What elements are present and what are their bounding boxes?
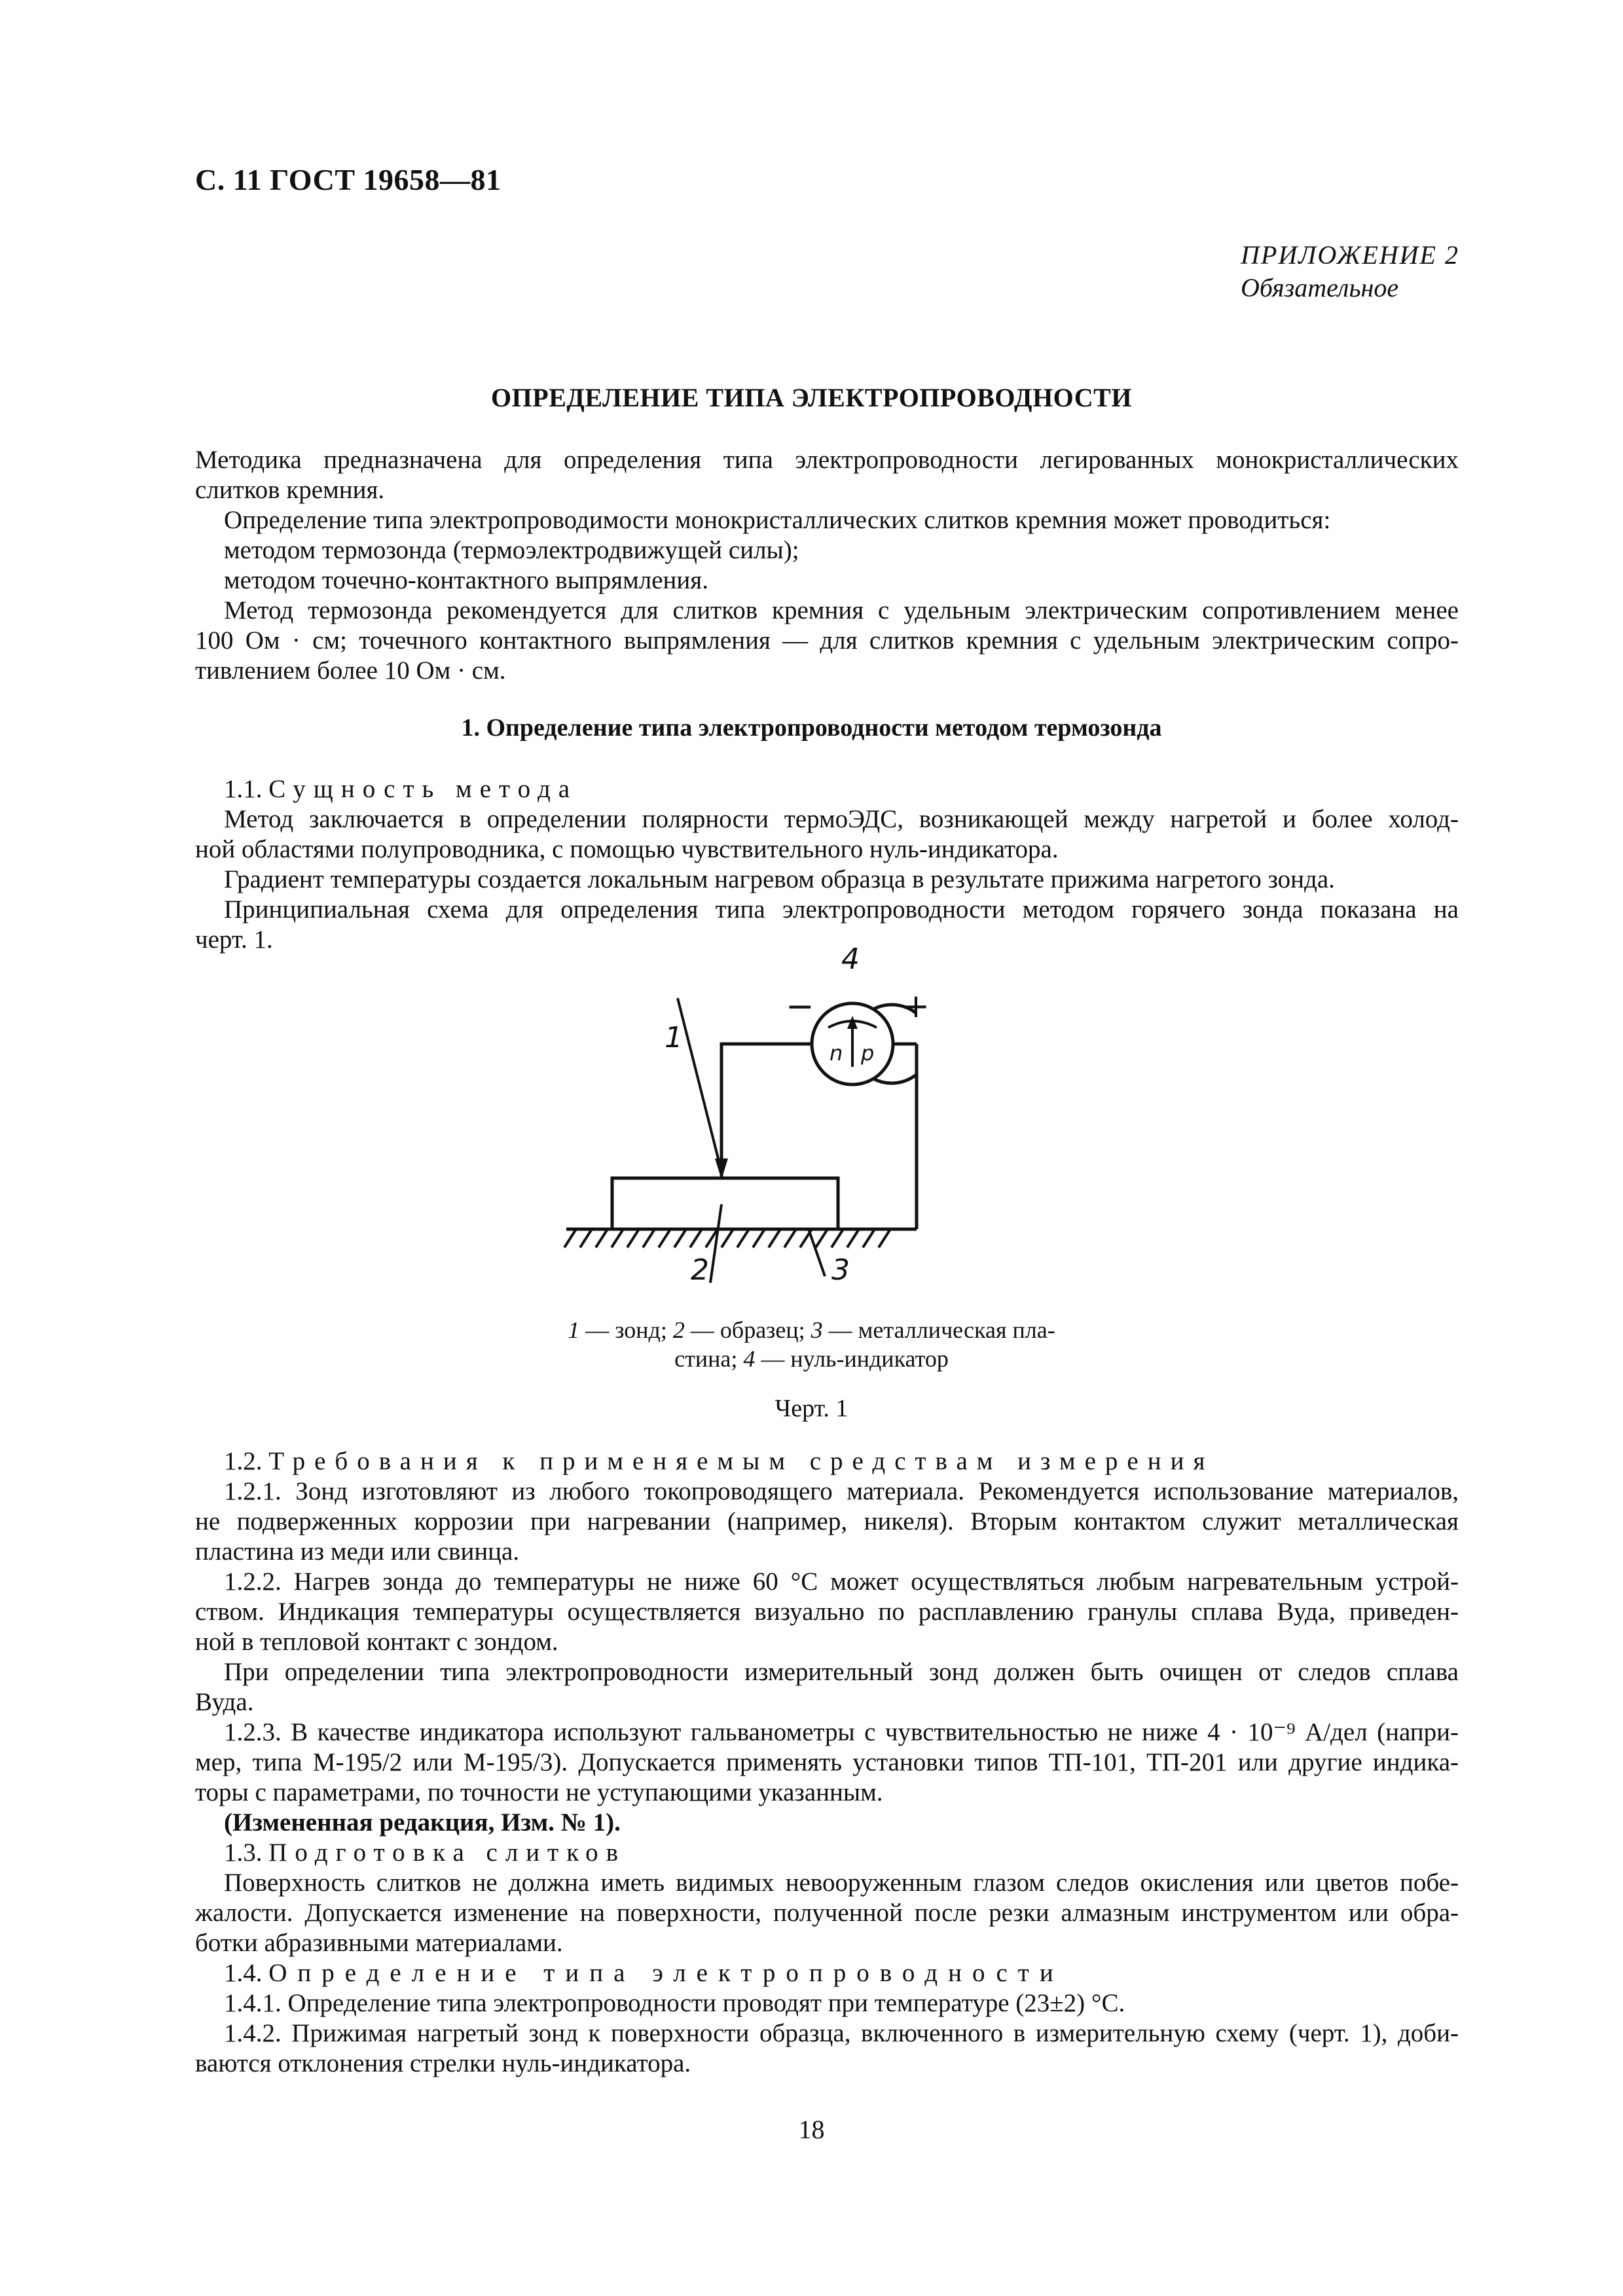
body-line: пластина из меди или свинца.: [195, 1537, 520, 1566]
body-line: торы с параметрами, по точности не уступающими указанным.: [195, 1778, 883, 1806]
body-line: жалости. Допускается изменение на поверхности, полученной после резки алмазным инструментом или обра-: [195, 1899, 1459, 1927]
caption-num: 3: [811, 1317, 823, 1343]
section-1-title: 1. Определение типа электропроводности методом термозонда: [461, 714, 1162, 742]
body-line: ботки абразивными материалами.: [195, 1929, 563, 1957]
subsection-title: Подготовка слитков: [268, 1839, 627, 1867]
intro-block: [195, 445, 1459, 686]
label-probe: 1: [665, 1021, 683, 1054]
diagram-details: [550, 936, 943, 1302]
subsection-number: 1.4.: [224, 1959, 263, 1987]
body-line: 1.2.3. В качестве индикатора используют гальванометры с чувствительностью не ниже 4 · 10⁻⁹ А/дел (напри-: [224, 1718, 1459, 1746]
body-line: черт. 1.: [195, 925, 273, 954]
subsection-number: 1.2.: [224, 1447, 263, 1475]
caption-num: 2: [672, 1317, 685, 1343]
subsection-title: Требования к применяемым средствам измерения: [268, 1447, 1214, 1475]
section-1-2: [195, 1446, 1459, 2079]
label-indicator: 4: [841, 942, 860, 976]
label-sample: 2: [691, 1253, 709, 1287]
page-number: 18: [798, 2115, 825, 2144]
body-line: ной в тепловой контакт с зондом.: [195, 1628, 558, 1656]
body-line: Вуда.: [195, 1688, 254, 1716]
intro-line: Методика предназначена для определения типа электропроводности легированных монокристаллических: [195, 446, 1459, 474]
page-header: С. 11 ГОСТ 19658—81: [195, 163, 501, 196]
body-line: Принципиальная схема для определения типа электропроводности методом горячего зонда показана на: [224, 895, 1459, 924]
subsection-number: 1.1.: [224, 775, 263, 803]
intro-line: Метод термозонда рекомендуется для слитков кремния с удельным электрическим сопротивлением менее: [224, 596, 1459, 624]
body-line: ваются отклонения стрелки нуль-индикатора.: [195, 2049, 691, 2077]
label-plate: 3: [831, 1253, 850, 1287]
subsection-number: 1.3.: [224, 1839, 263, 1867]
body-line: ством. Индикация температуры осуществляется визуально по расплавлению гранулы сплава Вуда, приведен-: [195, 1598, 1459, 1626]
body-line: мер, типа М-195/2 или М-195/3). Допускается применять установки типов ТП-101, ТП-201 или другие индика-: [195, 1748, 1459, 1776]
body-line: Градиент температуры создается локальным нагревом образца в результате прижима нагретого зонда.: [224, 865, 1335, 893]
intro-line: методом точечно-контактного выпрямления.: [224, 566, 708, 594]
body-line: 1.2.1. Зонд изготовляют из любого токопроводящего материала. Рекомендуется использование материалов,: [224, 1477, 1459, 1505]
document-title: ОПРЕДЕЛЕНИЕ ТИПА ЭЛЕКТРОПРОВОДНОСТИ: [491, 383, 1132, 412]
appendix-status: Обязательное: [1241, 273, 1399, 302]
intro-line: тивлением более 10 Ом · см.: [195, 656, 506, 685]
subsection-title: Сущность метода: [268, 775, 578, 803]
body-line: При определении типа электропроводности измерительный зонд должен быть очищен от следов сплава: [224, 1658, 1459, 1686]
caption-num: 1: [568, 1317, 580, 1343]
body-line: ной областями полупроводника, с помощью чувствительного нуль-индикатора.: [195, 835, 1059, 863]
subsection-title: Определение типа электропроводности: [268, 1959, 1064, 1987]
body-line: не подверженных коррозии при нагревании (например, никеля). Вторым контактом служит металлическая: [195, 1507, 1459, 1535]
caption-num: 4: [743, 1346, 756, 1372]
appendix-label: [1241, 239, 1459, 304]
body-line: 1.4.2. Прижимая нагретый зонд к поверхности образца, включенного в измерительную схему (черт. 1), доби-: [224, 2019, 1459, 2047]
figure-name: Черт. 1: [775, 1395, 848, 1422]
intro-line: 100 Ом · см; точечного контактного выпрямления — для слитков кремния с удельным электрическим сопро-: [195, 626, 1459, 655]
body-line: Метод заключается в определении полярности термоЭДС, возникающей между нагретой и более холод-: [224, 805, 1459, 833]
intro-line: слитков кремния.: [195, 476, 385, 504]
appendix-number: ПРИЛОЖЕНИЕ 2: [1241, 240, 1459, 270]
amendment-note: (Измененная редакция, Изм. № 1).: [224, 1808, 621, 1837]
caption-text: — зонд;: [579, 1317, 673, 1343]
body-line: Поверхность слитков не должна иметь видимых невооруженным глазом следов окисления или цветов побе-: [224, 1869, 1459, 1897]
label-n-type: n: [830, 1041, 843, 1066]
caption-text: — образец;: [684, 1317, 811, 1343]
figure-caption: [0, 1316, 1623, 1373]
section-1-1: [195, 774, 1459, 955]
caption-text: — металлическая пла-: [822, 1317, 1055, 1343]
label-plus: +: [902, 987, 930, 1025]
label-minus: −: [786, 987, 814, 1026]
label-p-type: p: [861, 1041, 875, 1066]
intro-line: Определение типа электропроводимости монокристаллических слитков кремния может проводиться:: [224, 506, 1331, 534]
body-line: 1.4.1. Определение типа электропроводности проводят при температуре (23±2) °С.: [224, 1989, 1125, 2017]
intro-line: методом термозонда (термоэлектродвижущей силы);: [224, 536, 799, 564]
body-line: 1.2.2. Нагрев зонда до температуры не ниже 60 °С может осуществляться любым нагревательным устрой-: [224, 1568, 1459, 1596]
caption-text: — нуль-индикатор: [755, 1346, 949, 1372]
caption-text: стина;: [674, 1346, 744, 1372]
